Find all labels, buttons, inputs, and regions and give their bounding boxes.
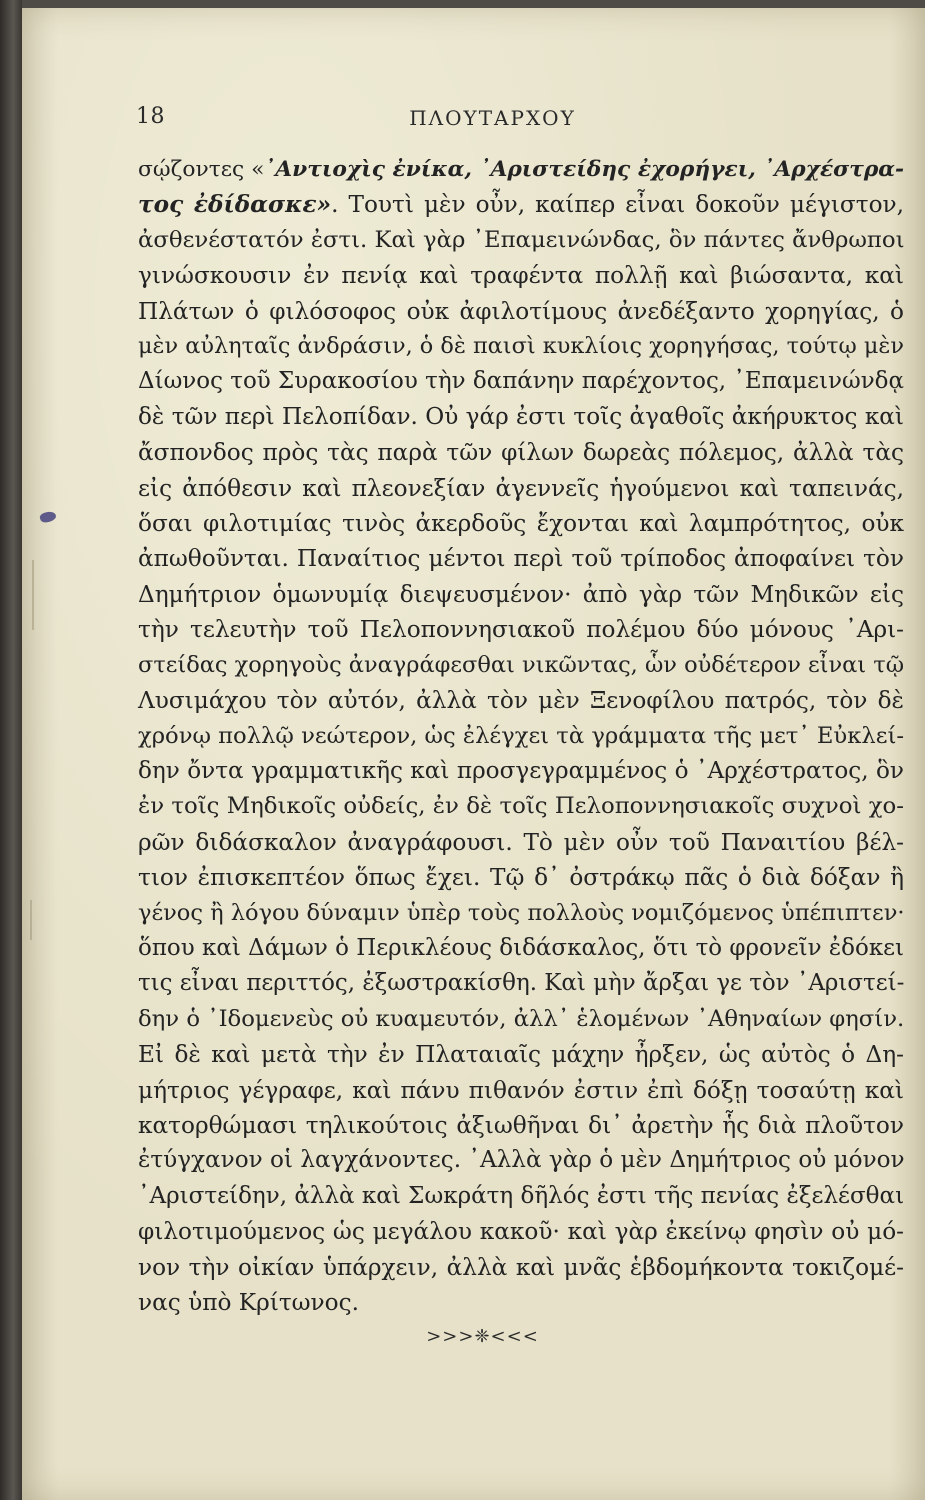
text-line-segment: νον τὴν οἰκίαν ὑπάρχειν, ἀλλὰ καὶ μνᾶς ἑβδομήκοντα τοκιζομέ-: [138, 1253, 904, 1281]
text-line-segment: γένος ἢ λόγου δύναμιν ὑπὲρ τοὺς πολλοὺς νομιζόμενος ὑπέπιπτεν·: [138, 899, 905, 926]
text-line: [138, 506, 904, 541]
text-line-segment: γινώσκουσιν ἐν πενίᾳ καὶ τραφέντα πολλῇ καὶ βιώσαντα, καὶ: [138, 262, 904, 290]
text-line: [138, 896, 904, 931]
text-line-segment: Πλάτων ὁ φιλόσοφος οὐκ ἀφιλοτίμους ἀνεδέξαντο χορηγίας, ὁ: [138, 297, 904, 325]
text-line-segment: ρῶν διδάσκαλον ἀναγράφουσι. Τὸ μὲν οὖν τοῦ Παναιτίου βέλ-: [138, 828, 904, 856]
text-line-segment: μήτριος γέγραφε, καὶ πάνυ πιθανόν ἐστιν ἐπὶ δόξῃ τοσαύτῃ καὶ: [138, 1076, 904, 1104]
text-line: [138, 1250, 904, 1285]
text-line: [138, 931, 904, 966]
text-line: [138, 966, 904, 1001]
text-line: [138, 825, 904, 860]
text-line: [138, 1214, 904, 1249]
text-line: [138, 294, 904, 329]
text-line-segment: ἀσθενέστατόν ἐστι. Καὶ γὰρ ᾿Επαμεινώνδας, ὃν πάντες ἄνθρωποι: [138, 226, 905, 253]
text-line-segment: . Τουτὶ μὲν οὖν, καίπερ εἶναι δοκοῦν μέγιστον,: [331, 191, 904, 219]
margin-crease: [30, 900, 32, 940]
body-text: [138, 152, 904, 1320]
page-number: 18: [136, 104, 165, 129]
text-line: [138, 754, 904, 789]
text-line-segment: εἰς ἀπόθεσιν καὶ πλεονεξίαν ἀγεννεῖς ἡγούμενοι καὶ ταπεινάς,: [138, 474, 904, 502]
text-line-segment: Εἰ δὲ καὶ μετὰ τὴν ἐν Πλαταιαῖς μάχην ἦρξεν, ὡς αὐτὸς ὁ Δη-: [138, 1041, 904, 1069]
text-line: [138, 541, 904, 576]
text-line: [138, 1108, 904, 1143]
text-line: [138, 1002, 904, 1037]
text-line-segment: Δημήτριον ὁμωνυμίᾳ διεψευσμένον· ἀπὸ γὰρ τῶν Μηδικῶν εἰς: [138, 580, 904, 608]
text-line: [138, 400, 904, 435]
text-line: [138, 471, 904, 506]
text-line: [138, 329, 904, 364]
text-line: [138, 1143, 904, 1178]
text-line-segment: φιλοτιμούμενος ὡς μεγάλου κακοῦ· καὶ γὰρ ἐκείνῳ φησὶν οὐ μό-: [138, 1218, 904, 1246]
text-line: [138, 648, 904, 683]
text-line: [138, 683, 904, 718]
text-line-segment: δην ὄντα γραμματικῆς καὶ προσγεγραμμένος ὁ ᾿Αρχέστρατος, ὃν: [138, 757, 904, 784]
text-line: [138, 152, 904, 187]
text-line-segment: ἐτύγχανον οἱ λαγχάνοντες. ᾿Αλλὰ γὰρ ὁ μὲν Δημήτριος οὐ μόνον: [138, 1147, 905, 1174]
text-line-segment: Δίωνος τοῦ Συρακοσίου τὴν δαπάνην παρέχοντος, ᾿Επαμεινώνδᾳ: [138, 368, 904, 395]
text-line: [138, 1179, 904, 1214]
text-line: [138, 577, 904, 612]
text-line-segment: κατορθώμασι τηλικούτοις ἀξιωθῆναι δι᾿ ἀρετὴν ἧς διὰ πλοῦτον: [138, 1111, 904, 1139]
text-line: [138, 435, 904, 470]
text-line-segment: ᾿Αριστείδην, ἀλλὰ καὶ Σωκράτη δῆλός ἐστι τῆς πενίας ἐξελέσθαι: [138, 1182, 905, 1209]
text-line-segment: ἀπωθοῦνται. Παναίτιος μέντοι περὶ τοῦ τρίποδος ἀποφαίνει τὸν: [138, 545, 904, 573]
text-line: [138, 1285, 904, 1320]
text-line: [138, 612, 904, 647]
text-line: [138, 860, 904, 895]
text-line-segment: μὲν αὐληταῖς ἀνδράσιν, ὁ δὲ παισὶ κυκλίοις χορηγήσας, τούτῳ μὲν: [138, 333, 904, 360]
text-line: [138, 364, 904, 399]
text-line-segment: τιον ἐπισκεπτέον ὅπως ἔχει. Τῷ δ᾿ ὀστράκῳ πᾶς ὁ διὰ δόξαν ἢ: [138, 864, 904, 892]
margin-crease: [32, 560, 34, 630]
text-line: [138, 258, 904, 293]
text-line-segment: ὅπου καὶ Δάμων ὁ Περικλέους διδάσκαλος, ὅτι τὸ φρονεῖν ἐδόκει: [138, 934, 905, 961]
running-head: ΠΛΟΥΤΑΡΧΟΥ: [409, 106, 576, 130]
text-line-segment: χρόνῳ πολλῷ νεώτερον, ὡς ἐλέγχει τὰ γράμματα τῆς μετ᾿ Εὐκλεί-: [138, 722, 904, 749]
text-line: [138, 187, 904, 222]
text-line: [138, 789, 904, 824]
text-line: [138, 1037, 904, 1072]
text-line-segment: δὲ τῶν περὶ Πελοπίδαν. Οὐ γάρ ἐστι τοῖς ἀγαθοῖς ἀκήρυκτος καὶ: [138, 403, 904, 430]
text-line: [138, 719, 904, 754]
text-line-segment: Λυσιμάχου τὸν αὐτόν, ἀλλὰ τὸν μὲν Ξενοφίλου πατρός, τὸν δὲ: [138, 687, 904, 715]
text-line: [138, 1073, 904, 1108]
text-line-segment: ἐν τοῖς Μηδικοῖς οὐδείς, ἐν δὲ τοῖς Πελοποννησιακοῖς συχνοὶ χο-: [138, 793, 904, 820]
book-spine-edge: [0, 0, 22, 1500]
quoted-inscription: τος ἐδίδασκε»: [138, 191, 332, 219]
end-ornament: >>>❈<<<: [426, 1326, 539, 1347]
quoted-inscription: ᾿Αντιοχὶς ἐνίκα, ᾿Αριστείδης ἐχορήγει, ᾿Αρχέστρα-: [264, 157, 905, 182]
text-line-segment: δην ὁ ᾿Ιδομενεὺς οὐ κυαμευτόν, ἀλλ᾿ ἑλομένων ᾿Αθηναίων φησίν.: [138, 1005, 905, 1032]
text-line-segment: τις εἶναι περιττός, ἐξωστρακίσθη. Καὶ μὴν ἄρξαι γε τὸν ᾿Αριστεί-: [138, 970, 905, 997]
text-line: [138, 223, 904, 258]
text-line-segment: σῴζοντες «: [138, 157, 265, 182]
text-line-segment: ἄσπονδος πρὸς τὰς παρὰ τῶν φίλων δωρεὰς πόλεμος, ἀλλὰ τὰς: [138, 439, 904, 467]
text-line-segment: ὅσαι φιλοτιμίας τινὸς ἀκερδοῦς ἔχονται καὶ λαμπρότητος, οὐκ: [138, 510, 904, 538]
text-line-segment: στείδας χορηγοὺς ἀναγράφεσθαι νικῶντας, ὧν οὐδέτερον εἶναι τῷ: [138, 651, 905, 678]
text-line-segment: τὴν τελευτὴν τοῦ Πελοποννησιακοῦ πολέμου δύο μόνους ᾿Αρι-: [138, 616, 904, 644]
text-line-segment: νας ὑπὸ Κρίτωνος.: [138, 1289, 359, 1316]
